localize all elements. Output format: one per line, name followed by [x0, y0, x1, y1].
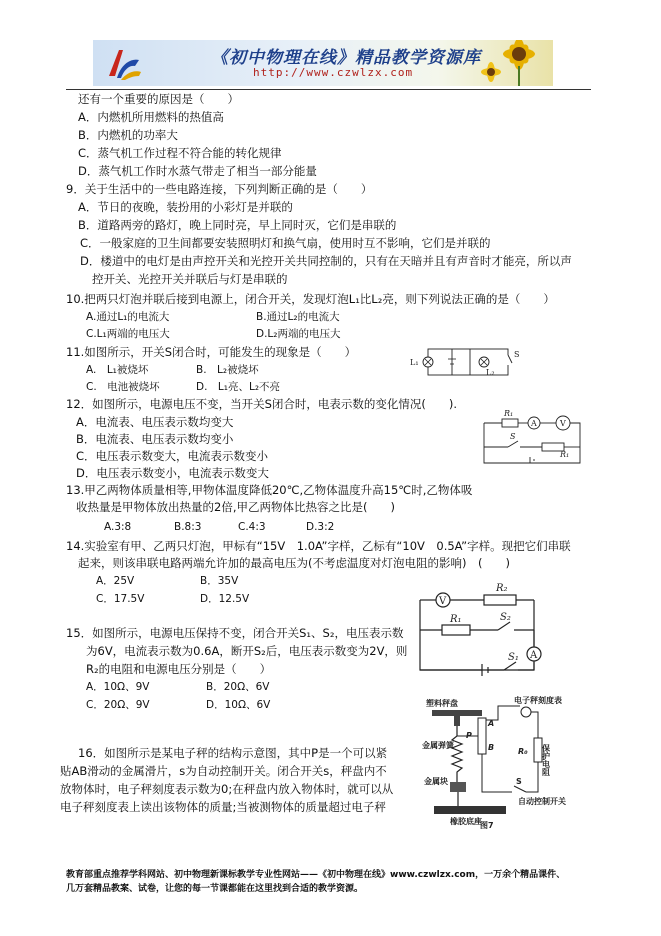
- q8-option-a: A．内燃机所用燃料的热值高: [78, 110, 224, 124]
- q8-option-b: B．内燃机的功率大: [78, 128, 178, 142]
- q12-option-c: C．电压表示数变大，电流表示数变小: [76, 449, 269, 463]
- header-banner: [93, 40, 553, 86]
- q16-label-a: A: [488, 719, 495, 728]
- q12-label-a: A: [531, 419, 537, 428]
- q15-label-s2: S₂: [500, 612, 511, 623]
- q16-label-meter: 电子秤刻度表: [514, 696, 562, 705]
- q15-option-a: A．10Ω、9V: [86, 681, 150, 693]
- q16-label-s: S: [516, 777, 522, 786]
- q15-option-c: C．20Ω、9V: [86, 699, 150, 711]
- sunflower-icon: [469, 40, 549, 86]
- q15-stem-cont1: 为6V，电流表示数为0.6A，断开S₂后，电压表示数变为2V，则: [86, 644, 408, 658]
- q13-option-c: C.4:3: [238, 521, 266, 533]
- q11-circuit-diagram: [408, 345, 528, 381]
- q11-stem: 11.如图所示，开关S闭合时，可能发生的现象是（ ）: [66, 345, 357, 359]
- q16-label-switch: 自动控制开关: [518, 797, 566, 806]
- q16-pan-shape: [432, 710, 482, 716]
- q12-label-s: S: [510, 432, 516, 441]
- q16-label-protect: 保护电阻: [541, 744, 551, 776]
- q14-option-d: D．12.5V: [200, 593, 250, 605]
- q13-option-d: D.3:2: [306, 521, 335, 533]
- banner-url: http://www.czwlzx.com: [253, 66, 414, 79]
- q8-option-c: C．蒸气机工作过程不符合能的转化规律: [78, 146, 282, 160]
- q16-stem: 16．如图所示是某电子秤的结构示意图，其中P是一个可以紧: [78, 746, 388, 760]
- q14-option-c: C．17.5V: [96, 593, 145, 605]
- q12-label-r1: R₁: [504, 409, 514, 418]
- q16-label-pan: 塑料秤盘: [426, 699, 458, 708]
- header-rule: [66, 89, 591, 90]
- q15-label-v: V: [439, 596, 447, 607]
- q13-option-a: A.3:8: [104, 521, 132, 533]
- q16-stem-cont2: 放物体时，电子秤刻度表示数为0;在秤盘内放入物体时，就可以从: [60, 782, 394, 796]
- page-footer: [66, 868, 606, 896]
- banner-title: 《初中物理在线》精品教学资源库: [211, 48, 481, 68]
- q11-label-s: S: [514, 350, 520, 359]
- q15-label-r2: R₂: [496, 583, 508, 594]
- q10-option-d: D.L₂两端的电压大: [256, 328, 341, 340]
- q16-label-r0: R₀: [518, 747, 528, 756]
- q15-circuit-diagram: [412, 578, 562, 678]
- q9-stem: 9．关于生活中的一些电路连接，下列判断正确的是（ ）: [66, 182, 373, 196]
- q15-stem-cont2: R₂的电阻和电源电压分别是（ ）: [86, 662, 272, 676]
- q10-option-a: A.通过L₁的电流大: [86, 311, 170, 323]
- q12-label-v: V: [560, 419, 566, 428]
- q15-label-s1: S₁: [508, 652, 519, 663]
- q16-stem-cont3: 电子秤刻度表上读出该物体的质量;当被测物体的质量超过电子秤: [60, 800, 386, 814]
- q15-label-a: A: [530, 650, 538, 661]
- footer-line-1: 教育部重点推荐学科网站、初中物理新课标教学专业性网站——《初中物理在线》www.czwlzx.com，一万余个精品课件、: [66, 870, 566, 880]
- q11-option-a: A. L₁被烧坏: [86, 364, 149, 376]
- q16-stem-cont1: 贴AB滑动的金属滑片，s为自动控制开关。闭合开关s，秤盘内不: [60, 764, 387, 778]
- q11-option-d: D. L₁亮、L₂不亮: [196, 381, 281, 393]
- q12-option-a: A．电流表、电压表示数均变大: [76, 415, 234, 429]
- q14-option-a: A．25V: [96, 575, 135, 587]
- q9-option-c: C．一般家庭的卫生间都要安装照明灯和换气扇，使用时互不影响，它们是并联的: [80, 236, 491, 250]
- q11-label-l2: L₂: [486, 368, 495, 377]
- q13-option-b: B.8:3: [174, 521, 202, 533]
- q10-option-c: C.L₁两端的电压大: [86, 328, 170, 340]
- q16-label-b: B: [488, 743, 495, 752]
- site-logo-icon: [105, 46, 143, 82]
- q11-label-l1: L₁: [410, 358, 419, 367]
- q10-option-b: B.通过L₂的电流大: [256, 311, 340, 323]
- q13-stem: 13.甲乙两物体质量相等,甲物体温度降低20℃,乙物体温度升高15℃时,乙物体吸: [66, 483, 473, 497]
- q9-option-d-cont: 控开关、光控开关并联后与灯是串联的: [92, 272, 288, 286]
- q12-label-r2: R₁: [560, 450, 570, 459]
- q8-option-d: D．蒸气机工作时水蒸气带走了相当一部分能量: [78, 164, 317, 178]
- q16-electronic-scale-diagram: [418, 696, 580, 830]
- q10-stem: 10.把两只灯泡并联后接到电源上，闭合开关，发现灯泡L₁比L₂亮，则下列说法正确的是（ ）: [66, 292, 555, 306]
- q16-label-block: 金属块: [424, 777, 448, 786]
- q8-stem-cont: 还有一个重要的原因是（ ）: [78, 92, 239, 106]
- q12-option-b: B．电流表、电压表示数均变小: [76, 432, 234, 446]
- q14-stem: 14.实验室有甲、乙两只灯泡，甲标有“15V 1.0A”字样，乙标有“10V 0.5A”字样。现把它们串联: [66, 539, 571, 553]
- q16-label-spring: 金属弹簧: [422, 741, 454, 750]
- q15-stem: 15．如图所示，电源电压保持不变，闭合开关S₁、S₂，电压表示数: [66, 626, 404, 640]
- q16-label-base: 橡胶底座: [450, 817, 482, 826]
- q11-option-b: B. L₂被烧坏: [196, 364, 259, 376]
- q9-option-a: A．节日的夜晚，装扮用的小彩灯是并联的: [78, 200, 293, 214]
- q16-label-p: P: [466, 731, 472, 740]
- q12-stem: 12．如图所示，电源电压不变，当开关S闭合时，电表示数的变化情况( ).: [66, 397, 458, 411]
- q9-option-b: B．道路两旁的路灯，晚上同时亮，早上同时灭，它们是串联的: [78, 218, 397, 232]
- q14-option-b: B．35V: [200, 575, 239, 587]
- q16-figure-caption: 图7: [480, 821, 494, 830]
- q15-option-d: D．10Ω、6V: [206, 699, 271, 711]
- q14-stem-cont: 起来，则该串联电路两端允许加的最高电压为(不考虑温度对灯泡电阻的影响) ( ): [78, 556, 510, 570]
- q13-stem-cont: 收热量是甲物体放出热量的2倍,甲乙两物体比热容之比是( ): [76, 500, 395, 514]
- q12-option-d: D．电压表示数变小，电流表示数变大: [76, 466, 269, 480]
- q12-circuit-diagram: [478, 405, 588, 467]
- q15-label-r1: R₁: [450, 614, 462, 625]
- footer-line-2: 几万套精品教案、试卷，让您的每一节课都能在这里找到合适的教学资源。: [66, 884, 364, 894]
- q15-option-b: B．20Ω、6V: [206, 681, 270, 693]
- q11-option-c: C. 电池被烧坏: [86, 381, 160, 393]
- q9-option-d: D．楼道中的电灯是由声控开关和光控开关共同控制的，只有在天暗并且有声音时才能亮，所以声: [80, 254, 572, 268]
